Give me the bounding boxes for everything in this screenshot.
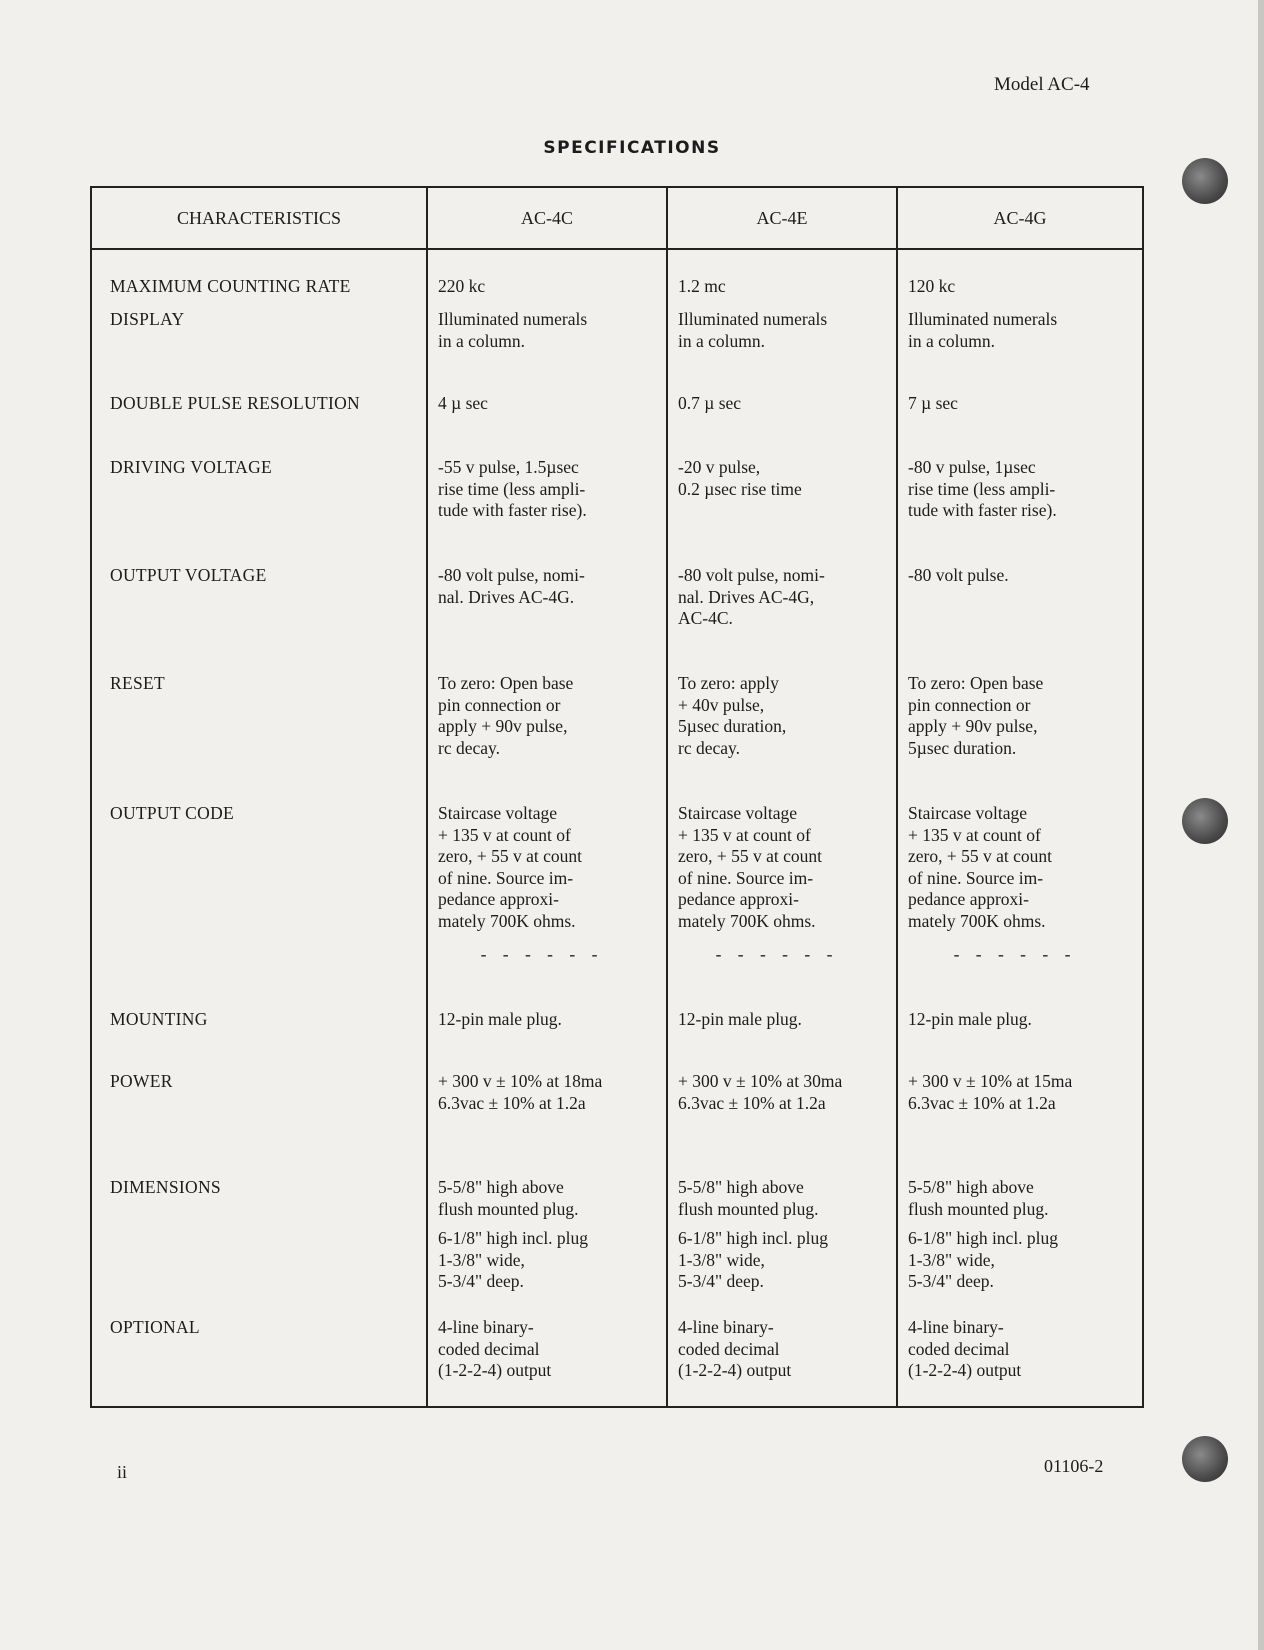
cell-ac-4e [667, 1177, 897, 1317]
page-edge [1258, 0, 1264, 1650]
cell-ac-4c: -80 volt pulse, nomi- nal. Drives AC-4G. [427, 565, 667, 673]
table-row [91, 309, 1143, 393]
cell-text-extra: 6-1/8" high incl. plug 1-3/8" wide, 5-3/4" deep. [678, 1228, 829, 1291]
cell-ac-4e: + 300 v ± 10% at 30ma 6.3vac ± 10% at 1.2a [667, 1071, 897, 1177]
row-label: DISPLAY [91, 309, 427, 393]
page-number: ii [117, 1462, 128, 1482]
cell-ac-4e: 12-pin male plug. [667, 1009, 897, 1071]
cell-ac-4c [427, 803, 667, 1009]
cell-ac-4c: 220 kc [427, 249, 667, 309]
cell-text-extra: 6-1/8" high incl. plug 1-3/8" wide, 5-3/4" deep. [908, 1228, 1059, 1291]
table-row [91, 457, 1143, 565]
separator-dashes: - - - - - - [480, 944, 604, 964]
table-row [91, 249, 1143, 309]
cell-ac-4c: 4 µ sec [427, 393, 667, 457]
row-label: OPTIONAL [91, 1317, 427, 1407]
column-header-ac-4g: AC-4G [897, 187, 1143, 249]
table-row [91, 565, 1143, 673]
table-row [91, 803, 1143, 1009]
cell-ac-4e: 1.2 mc [667, 249, 897, 309]
document-number: 01106-2 [1044, 1456, 1104, 1476]
cell-ac-4g: 7 µ sec [908, 393, 958, 413]
cell-ac-4g: 12-pin male plug. [908, 1009, 1032, 1029]
cell-ac-4c [427, 1177, 667, 1317]
cell-ac-4g: + 300 v ± 10% at 15ma 6.3vac ± 10% at 1.2a [908, 1071, 1073, 1113]
cell-ac-4g: 120 kc [908, 276, 956, 296]
table-row [91, 1177, 1143, 1317]
cell-text: 5-5/8" high above flush mounted plug. [438, 1177, 579, 1219]
cell-ac-4c: To zero: Open base pin connection or apply + 90v pulse, rc decay. [427, 673, 667, 803]
binder-hole-icon [1182, 798, 1228, 844]
cell-ac-4c: + 300 v ± 10% at 18ma 6.3vac ± 10% at 1.2a [427, 1071, 667, 1177]
page-title: SPECIFICATIONS [543, 138, 721, 158]
column-header-ac-4c: AC-4C [427, 187, 667, 249]
table-row [91, 1071, 1143, 1177]
table-header-row [91, 187, 1143, 249]
row-label: RESET [91, 673, 427, 803]
cell-ac-4e: Illuminated numerals in a column. [667, 309, 897, 393]
row-label: DOUBLE PULSE RESOLUTION [91, 393, 427, 457]
row-label: MOUNTING [91, 1009, 427, 1071]
cell-ac-4e: 4-line binary- coded decimal (1-2-2-4) output [667, 1317, 897, 1407]
row-label: OUTPUT VOLTAGE [91, 565, 427, 673]
cell-ac-4c: Illuminated numerals in a column. [427, 309, 667, 393]
cell-ac-4g: -80 volt pulse. [908, 565, 1009, 585]
cell-ac-4c: -55 v pulse, 1.5µsec rise time (less ampli- tude with faster rise). [427, 457, 667, 565]
cell-ac-4g: Illuminated numerals in a column. [908, 309, 1058, 351]
row-label: OUTPUT CODE [91, 803, 427, 1009]
cell-text: 5-5/8" high above flush mounted plug. [678, 1177, 819, 1219]
binder-hole-icon [1182, 1436, 1228, 1482]
row-label: POWER [91, 1071, 427, 1177]
cell-text: Staircase voltage + 135 v at count of zero, + 55 v at count of nine. Source im- pedance approxi- mately 700K ohms. [678, 803, 822, 931]
column-header-characteristics: CHARACTERISTICS [91, 187, 427, 249]
cell-ac-4g: To zero: Open base pin connection or apply + 90v pulse, 5µsec duration. [908, 673, 1044, 758]
cell-ac-4c: 4-line binary- coded decimal (1-2-2-4) output [427, 1317, 667, 1407]
cell-text: Staircase voltage + 135 v at count of zero, + 55 v at count of nine. Source im- pedance approxi- mately 700K ohms. [908, 803, 1052, 931]
cell-ac-4e [667, 803, 897, 1009]
cell-ac-4g: 4-line binary- coded decimal (1-2-2-4) output [908, 1317, 1022, 1380]
row-label: DIMENSIONS [91, 1177, 427, 1317]
cell-ac-4g: -80 v pulse, 1µsec rise time (less ampli- tude with faster rise). [908, 457, 1057, 520]
cell-ac-4g [897, 1177, 1143, 1317]
separator-dashes: - - - - - - [715, 944, 839, 964]
cell-ac-4e: To zero: apply + 40v pulse, 5µsec duration, rc decay. [667, 673, 897, 803]
cell-text: 5-5/8" high above flush mounted plug. [908, 1177, 1049, 1219]
separator-dashes: - - - - - - [953, 944, 1077, 964]
binder-hole-icon [1182, 158, 1228, 204]
column-header-ac-4e: AC-4E [667, 187, 897, 249]
specifications-table [90, 186, 1144, 1408]
table-row [91, 393, 1143, 457]
cell-ac-4e: -80 volt pulse, nomi- nal. Drives AC-4G, AC-4C. [667, 565, 897, 673]
cell-ac-4e: 0.7 µ sec [667, 393, 897, 457]
cell-ac-4e: -20 v pulse, 0.2 µsec rise time [667, 457, 897, 565]
cell-text: Staircase voltage + 135 v at count of zero, + 55 v at count of nine. Source im- pedance approxi- mately 700K ohms. [438, 803, 582, 931]
model-label: Model AC-4 [994, 74, 1090, 95]
cell-text-extra: 6-1/8" high incl. plug 1-3/8" wide, 5-3/4" deep. [438, 1228, 589, 1291]
cell-ac-4c: 12-pin male plug. [427, 1009, 667, 1071]
row-label: DRIVING VOLTAGE [91, 457, 427, 565]
table-row [91, 673, 1143, 803]
table-row [91, 1317, 1143, 1407]
row-label: MAXIMUM COUNTING RATE [91, 249, 427, 309]
cell-ac-4g [897, 803, 1143, 1009]
table-row [91, 1009, 1143, 1071]
